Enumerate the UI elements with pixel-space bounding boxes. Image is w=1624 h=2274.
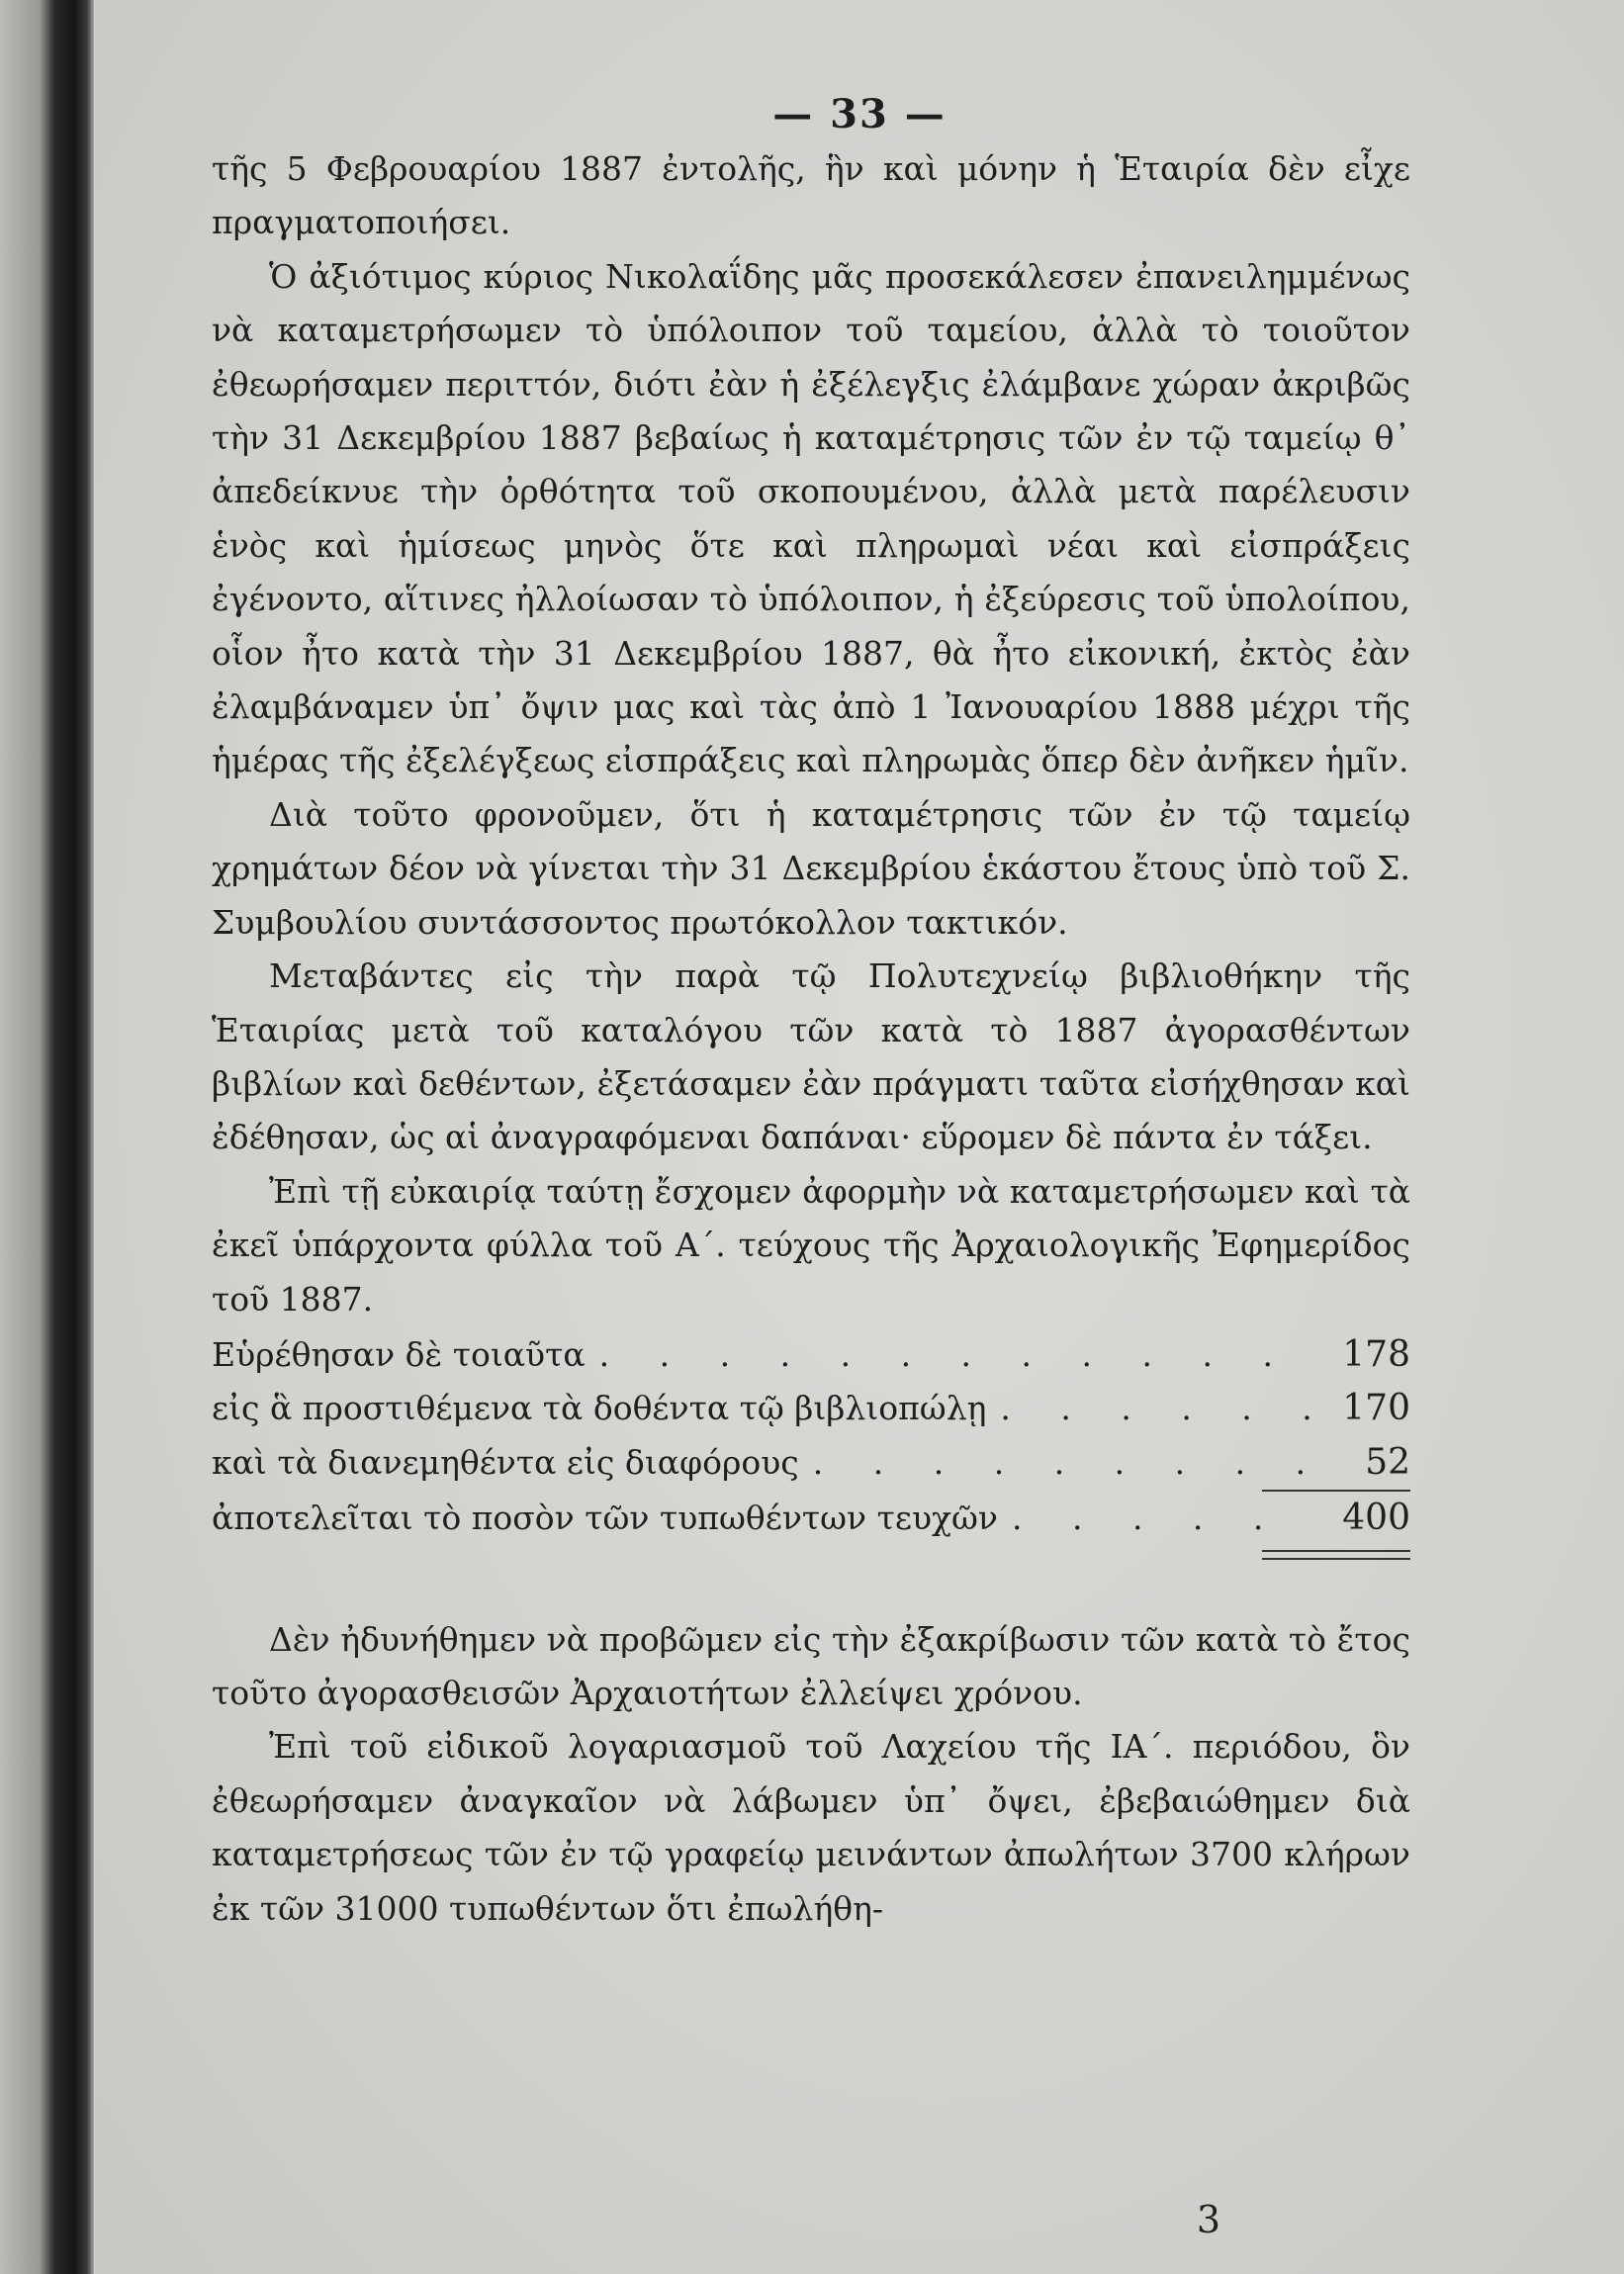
tally-label: Εὑρέθησαν δὲ τοιαῦτα xyxy=(212,1334,586,1374)
tally-row xyxy=(212,1436,1410,1490)
tally-total-value: 400 xyxy=(1342,1498,1410,1539)
dot-leader xyxy=(799,1436,1311,1490)
paragraph-p6: Δὲν ἠδυνήθημεν νὰ προβῶμεν εἰς τὴν ἐξακρίβωσιν τῶν κατὰ τὸ ἔτος τοῦτο ἀγορασθεισῶν Ἀρχαιοτήτων ἐλλείψει χρόνου. xyxy=(212,1619,1410,1712)
tally-value: 52 xyxy=(1365,1441,1410,1483)
tally-value: 178 xyxy=(1342,1333,1410,1375)
dot-leader xyxy=(986,1382,1311,1435)
tally-label: εἰς ἃ προστιθέμενα τὰ δοθέντα τῷ βιβλιοπώλῃ xyxy=(212,1389,987,1428)
page-number: — 33 — xyxy=(772,91,947,137)
paragraph-p3: Διὰ τοῦτο φρονοῦμεν, ὅτι ἡ καταμέτρησις τῶν ἐν τῷ ταμείῳ χρημάτων δέον νὰ γίνεται τὴν 31 Δεκεμβρίου ἑκάστου ἔτους ὑπὸ τοῦ Σ. Συμβουλίου συντάσσοντος πρωτόκολλον τακτικόν. xyxy=(212,794,1410,942)
tally-label: ἀποτελεῖται τὸ ποσὸν τῶν τυπωθέντων τευχῶν xyxy=(212,1499,998,1538)
book-page xyxy=(95,0,1624,2274)
tally-row-total xyxy=(212,1492,1410,1545)
total-double-rule xyxy=(1262,1550,1410,1560)
page-body xyxy=(212,142,1410,1936)
dot-leader xyxy=(998,1492,1311,1545)
paragraph-p4: Μεταβάντες εἰς τὴν παρὰ τῷ Πολυτεχνείῳ βιβλιοθήκην τῆς Ἑταιρίας μετὰ τοῦ καταλόγου τῶν κατὰ τὸ 1887 ἀγορασθέντων βιβλίων καὶ δεθέντων, ἐξετάσαμεν ἐὰν πράγματι ταῦτα εἰσήχθησαν καὶ ἐδέθησαν, ὡς αἱ ἀναγραφόμεναι δαπάναι· εὕρομεν δὲ πάντα ἐν τάξει. xyxy=(212,956,1410,1157)
book-spine-shadow xyxy=(0,0,94,2274)
tally-label: καὶ τὰ διανεμηθέντα εἰς διαφόρους xyxy=(212,1442,799,1482)
copies-tally xyxy=(212,1328,1410,1560)
tally-value: 170 xyxy=(1342,1388,1410,1429)
spacer xyxy=(212,1560,1410,1613)
paragraph-p2: Ὁ ἀξιότιμος κύριος Νικολαΐδης μᾶς προσεκάλεσεν ἐπανειλημμένως νὰ καταμετρήσωμεν τὸ ὑπόλοιπον τοῦ ταμείου, ἀλλὰ τὸ τοιοῦτον ἐθεωρήσαμεν περιττόν, διότι ἐὰν ἡ ἐξέλεγξις ἐλάμβανε χώραν ἀκριβῶς τὴν 31 Δεκεμβρίου 1887 βεβαίως ἡ καταμέτρησις τῶν ἐν τῷ ταμείῳ θ᾽ ἀπεδείκνυε τὴν ὀρθότητα τοῦ σκοπουμένου, ἀλλὰ μετὰ παρέλευσιν ἑνὸς καὶ ἡμίσεως μηνὸς ὅτε καὶ πληρωμαὶ νέαι καὶ εἰσπράξεις ἐγένοντο, αἵτινες ἠλλοίωσαν τὸ ὑπόλοιπον, ἡ ἐξεύρεσις τοῦ ὑπολοίπου, οἷον ἦτο κατὰ τὴν 31 Δεκεμβρίου 1887, θὰ ἦτο εἰκονική, ἐκτὸς ἐὰν ἐλαμβάναμεν ὑπ᾽ ὄψιν μας καὶ τὰς ἀπὸ 1 Ἰανουαρίου 1888 μέχρι τῆς ἡμέρας τῆς ἐξελέγξεως εἰσπράξεις καὶ πληρωμὰς ὅπερ δὲν ἀνῆκεν ἡμῖν. xyxy=(212,256,1410,780)
paragraph-p5: Ἐπὶ τῇ εὐκαιρίᾳ ταύτῃ ἔσχομεν ἀφορμὴν νὰ καταμετρήσωμεν καὶ τὰ ἐκεῖ ὑπάρχοντα φύλλα τοῦ Α΄. τεύχους τῆς Ἀρχαιολογικῆς Ἐφημερίδος τοῦ 1887. xyxy=(212,1171,1410,1319)
signature-mark: 3 xyxy=(1196,2198,1220,2241)
tally-row xyxy=(212,1382,1410,1435)
paragraph-p1: τῆς 5 Φεβρουαρίου 1887 ἐντολῆς, ἣν καὶ μόνην ἡ Ἑταιρία δὲν εἶχε πραγματοποιήσει. xyxy=(212,149,1410,242)
paragraph-p7: Ἐπὶ τοῦ εἰδικοῦ λογαριασμοῦ τοῦ Λαχείου τῆς ΙΑ΄. περιόδου, ὃν ἐθεωρήσαμεν ἀναγκαῖον νὰ λάβωμεν ὑπ᾽ ὄψει, ἐβεβαιώθημεν διὰ καταμετρήσεως τῶν ἐν τῷ γραφείῳ μεινάντων ἀπωλήτων 3700 κλήρων ἐκ τῶν 31000 τυπωθέντων ὅτι ἐπωλήθη- xyxy=(212,1727,1410,1928)
dot-leader xyxy=(586,1328,1311,1382)
tally-row xyxy=(212,1328,1410,1382)
